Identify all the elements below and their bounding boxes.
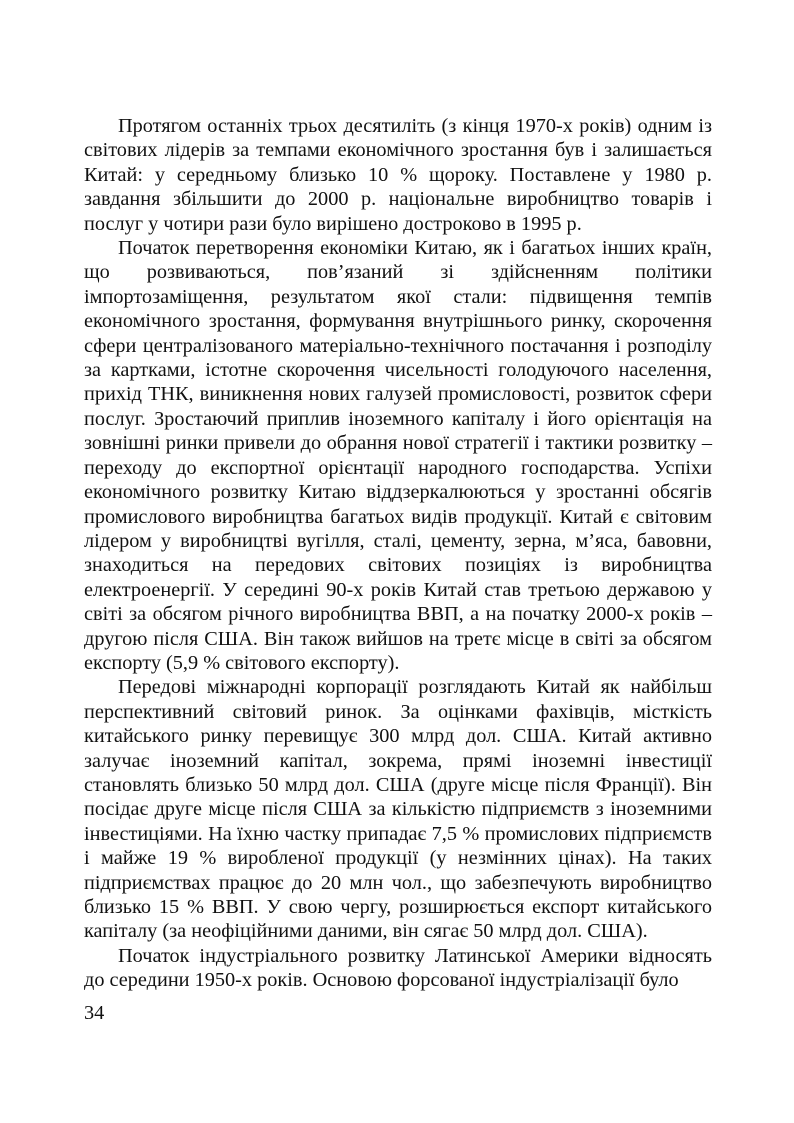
- paragraph-3: Передові міжнародні корпорації розглядають Китай як найбільш перспективний світовий ринок. За оцінками фахівців, місткість китайського ринку перевищує 300 млрд дол. США. Китай активно залучає іноземний капітал, зокрема, прямі іноземні інвестиції становлять близько 50 млрд дол. США (друге місце після Франції). Він посідає друге місце після США за кількістю підприємств з іноземними інвестиціями. На їхню частку припадає 7,5 % промислових підприємств і майже 19 % виробленої продукції (у незмінних цінах). На таких підприємствах працює до 20 млн чол., що забезпечують виробництво близько 15 % ВВП. У свою чергу, розширюється експорт китайського капіталу (за неофіційними даними, він сягає 50 млрд дол. США).: [84, 676, 712, 943]
- paragraph-4: Початок індустріального розвитку Латинської Америки відносять до середини 1950-х років. Основою форсованої індустріалізації було: [84, 944, 712, 992]
- body-text: [84, 114, 712, 993]
- page-number: 34: [84, 1002, 105, 1024]
- paragraph-1: Протягом останніх трьох десятиліть (з кінця 1970-х років) одним із світових лідерів за темпами економічного зростання був і залишається Китай: у середньому близько 10 % щороку. Поставлене у 1980 р. завдання збільшити до 2000 р. національне виробництво товарів і послуг у чотири рази було вирішено достроково в 1995 р.: [84, 115, 712, 235]
- paragraph-2: Початок перетворення економіки Китаю, як і багатьох інших країн, що розвиваються, пов’язаний зі здійсненням політики імпортозаміщення, результатом якої стали: підвищення темпів економічного зростання, формування внутрішнього ринку, скорочення сфери централізованого матеріально-технічного постачання і розподілу за картками, істотне скорочення чисельності голодуючого населення, прихід ТНК, виникнення нових галузей промисловості, розвиток сфери послуг. Зростаючий приплив іноземного капіталу і його орієнтація на зовнішні ринки привели до обрання нової стратегії і тактики розвитку – переходу до експортної орієнтації народного господарства. Успіхи економічного розвитку Китаю віддзеркалюються у зростанні обсягів промислового виробництва багатьох видів продукції. Китай є світовим лідером у виробництві вугілля, сталі, цементу, зерна, м’яса, бавовни, знаходиться на передових світових позиціях із виробництва електроенергії. У середині 90-х років Китай став третьою державою у світі за обсягом річного виробництва ВВП, а на початку 2000-х років – другою після США. Він також вийшов на третє місце в світі за обсягом експорту (5,9 % світового експорту).: [84, 237, 712, 674]
